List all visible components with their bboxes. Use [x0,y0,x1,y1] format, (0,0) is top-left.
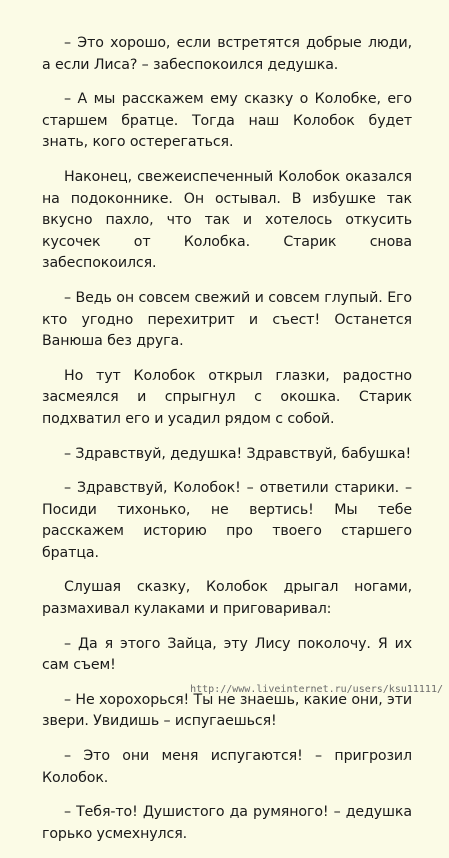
paragraph: – Да я этого Зайца, эту Лису поколочу. Я их сам съем! [42,635,412,674]
paragraph: – Это они меня испугаются! – пригрозил Колобок. [42,748,412,786]
source-url-watermark: http://www.liveinternet.ru/users/ksu11111/ [190,684,443,695]
page-text [42,33,412,858]
paragraph: Наконец, свежеиспеченный Колобок оказался на подоконнике. Он остывал. В избушке так вкусно пахло, что так и хотелось откусить кусочек от Колобка. Старик снова забеспокоился. [42,168,412,272]
paragraph: – Здравствуй, дедушка! Здравствуй, бабушка! [64,445,412,462]
paragraph: – А мы расскажем ему сказку о Колобке, его старшем братце. Тогда наш Колобок будет знать, кого остерегаться. [42,91,412,151]
paragraph: – Не хорохорься! Ты не знаешь, какие они, эти звери. Увидишь – испугаешься! [42,691,413,730]
paragraph: Но тут Колобок открыл глазки, радостно засмеялся и спрыгнул с окошка. Старик подхватил его и усадил рядом с собой. [42,367,412,427]
paragraph: – Здравствуй, Колобок! – ответили старики. – Посиди тихонько, не вертись! Мы тебе расскажем историю про твоего старшего братца. [42,480,412,561]
paragraph: – Это хорошо, если встретятся добрые люди, а если Лиса? – забеспокоился дедушка. [42,35,412,73]
paragraph: – Ведь он совсем свежий и совсем глупый. Его кто угодно перехитрит и съест! Останется Ванюша без друга. [42,289,412,350]
paragraph: Слушая сказку, Колобок дрыгал ногами, размахивал кулаками и приговаривал: [42,579,412,618]
paragraph: – Тебя-то! Душистого да румяного! – дедушка горько усмехнулся. [42,804,412,842]
